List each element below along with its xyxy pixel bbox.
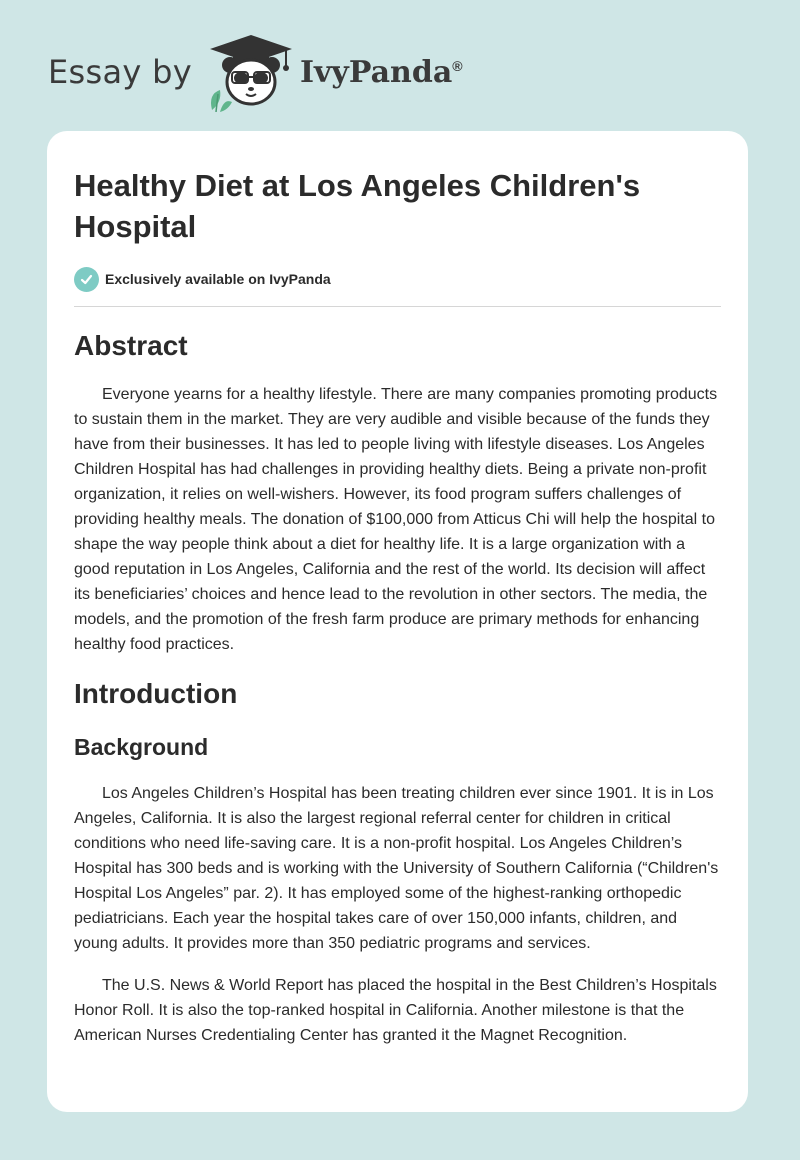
- title-divider: [74, 306, 721, 307]
- brand-name[interactable]: [300, 55, 463, 90]
- exclusive-label: Exclusively available on IvyPanda: [105, 271, 331, 287]
- page-title: Healthy Diet at Los Angeles Children's Hospital: [74, 168, 641, 244]
- brand-prefix: Essay by: [48, 53, 192, 91]
- essay-content: [47, 131, 748, 1048]
- abstract-heading: Abstract: [74, 330, 188, 361]
- panda-logo-icon[interactable]: [206, 32, 296, 112]
- background-heading: Background: [74, 734, 209, 760]
- check-circle-icon: [74, 267, 99, 292]
- abstract-paragraph: Everyone yearns for a healthy lifestyle. There are many companies promoting products to sustain them in the market. They are very audible and visible because of the funds they have from their businesses. It has led to people living with lifestyle diseases. Los Angeles Children Hospital has had challenges in providing healthy diets. Being a private non-profit organization, it relies on well-wishers. However, its food program suffers challenges of providing healthy meals. The donation of $100,000 from Atticus Chi will help the hospital to shape the way people think about a diet for healthy life. It is a large organization with a good reputation in Los Angeles, California and the rest of the world. Its decision will affect its beneficiaries’ choices and hence lead to the revolution in other sectors. The media, the models, and the promotion of the fresh farm produce are primary methods for enhancing healthy food practices.: [74, 386, 718, 653]
- registered-mark: ®: [452, 57, 463, 74]
- background-paragraph-2: The U.S. News & World Report has placed the hospital in the Best Children’s Hospitals Honor Roll. It is also the top-ranked hospital in California. Another milestone is that the American Nurses Credentialing Center has granted it the Magnet Recognition.: [74, 977, 717, 1044]
- brand-header: [48, 32, 463, 112]
- introduction-heading: Introduction: [74, 678, 238, 709]
- exclusive-badge: [74, 266, 721, 292]
- background-paragraph-1: Los Angeles Children’s Hospital has been treating children ever since 1901. It is in Los Angeles, California. It is also the largest regional referral center for children in critical conditions who need life-saving care. It is a non-profit hospital. Los Angeles Children’s Hospital has 300 beds and is working with the University of Southern California (“Children's Hospital Los Angeles” par. 2). It has employed some of the highest-ranking orthopedic pediatricians. Each year the hospital takes care of over 150,000 infants, children, and young adults. It provides more than 350 pediatric programs and services.: [74, 785, 719, 952]
- brand-name-text: IvyPanda: [299, 54, 453, 90]
- essay-card: [47, 131, 748, 1112]
